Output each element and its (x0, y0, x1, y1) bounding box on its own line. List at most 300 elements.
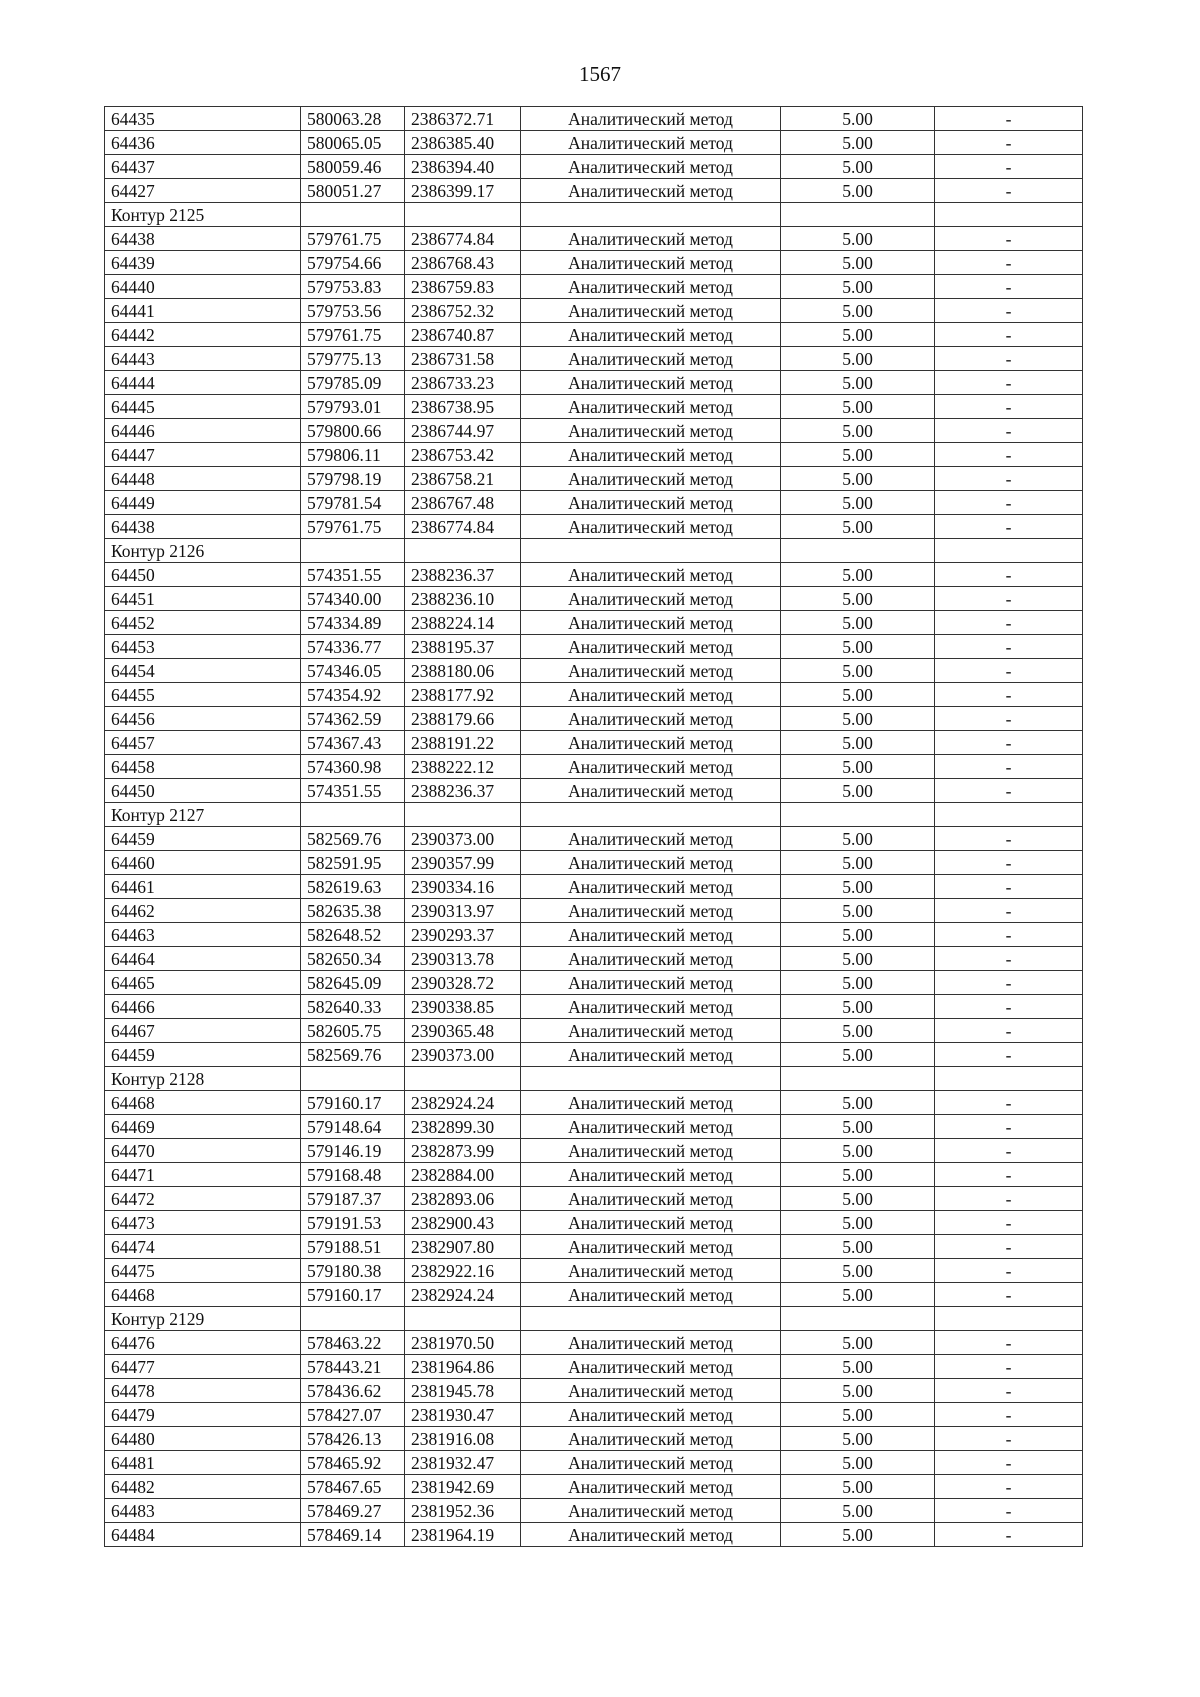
method-cell: Аналитический метод (521, 275, 781, 299)
x-coordinate: 582569.76 (301, 827, 405, 851)
note-cell: - (935, 923, 1083, 947)
accuracy-cell: 5.00 (781, 827, 935, 851)
x-coordinate: 579754.66 (301, 251, 405, 275)
note-cell: - (935, 1259, 1083, 1283)
accuracy-cell: 5.00 (781, 947, 935, 971)
point-id: 64475 (105, 1259, 301, 1283)
y-coordinate: 2382873.99 (405, 1139, 521, 1163)
point-id: 64464 (105, 947, 301, 971)
x-coordinate: 579191.53 (301, 1211, 405, 1235)
accuracy-cell: 5.00 (781, 1523, 935, 1547)
table-row (105, 659, 1083, 683)
y-coordinate: 2388222.12 (405, 755, 521, 779)
accuracy-cell: 5.00 (781, 443, 935, 467)
contour-label: Контур 2127 (105, 803, 301, 827)
x-coordinate: 578469.14 (301, 1523, 405, 1547)
note-cell: - (935, 323, 1083, 347)
accuracy-cell: 5.00 (781, 851, 935, 875)
point-id: 64476 (105, 1331, 301, 1355)
point-id: 64482 (105, 1475, 301, 1499)
note-cell: - (935, 1115, 1083, 1139)
x-coordinate: 579775.13 (301, 347, 405, 371)
accuracy-cell: 5.00 (781, 1091, 935, 1115)
x-coordinate: 579148.64 (301, 1115, 405, 1139)
method-cell: Аналитический метод (521, 179, 781, 203)
table-row (105, 1235, 1083, 1259)
accuracy-cell: 5.00 (781, 251, 935, 275)
empty-cell (935, 803, 1083, 827)
y-coordinate: 2388177.92 (405, 683, 521, 707)
x-coordinate: 582645.09 (301, 971, 405, 995)
y-coordinate: 2386385.40 (405, 131, 521, 155)
note-cell: - (935, 971, 1083, 995)
table-row (105, 1475, 1083, 1499)
empty-cell (405, 803, 521, 827)
table-row (105, 1187, 1083, 1211)
method-cell: Аналитический метод (521, 995, 781, 1019)
y-coordinate: 2388195.37 (405, 635, 521, 659)
method-cell: Аналитический метод (521, 155, 781, 179)
method-cell: Аналитический метод (521, 1331, 781, 1355)
x-coordinate: 582640.33 (301, 995, 405, 1019)
point-id: 64450 (105, 779, 301, 803)
method-cell: Аналитический метод (521, 1019, 781, 1043)
accuracy-cell: 5.00 (781, 1427, 935, 1451)
y-coordinate: 2382900.43 (405, 1211, 521, 1235)
method-cell: Аналитический метод (521, 1187, 781, 1211)
point-id: 64462 (105, 899, 301, 923)
y-coordinate: 2390373.00 (405, 827, 521, 851)
method-cell: Аналитический метод (521, 371, 781, 395)
x-coordinate: 580051.27 (301, 179, 405, 203)
y-coordinate: 2386740.87 (405, 323, 521, 347)
page-number: 1567 (579, 62, 621, 86)
x-coordinate: 579761.75 (301, 227, 405, 251)
table-row (105, 515, 1083, 539)
point-id: 64441 (105, 299, 301, 323)
note-cell: - (935, 779, 1083, 803)
empty-cell (301, 1067, 405, 1091)
table-row (105, 875, 1083, 899)
y-coordinate: 2390313.97 (405, 899, 521, 923)
table-row (105, 155, 1083, 179)
empty-cell (405, 203, 521, 227)
accuracy-cell: 5.00 (781, 587, 935, 611)
note-cell: - (935, 1523, 1083, 1547)
point-id: 64459 (105, 1043, 301, 1067)
method-cell: Аналитический метод (521, 1403, 781, 1427)
coordinates-table (104, 106, 1083, 1547)
method-cell: Аналитический метод (521, 443, 781, 467)
x-coordinate: 578427.07 (301, 1403, 405, 1427)
x-coordinate: 578463.22 (301, 1331, 405, 1355)
point-id: 64468 (105, 1283, 301, 1307)
point-id: 64469 (105, 1115, 301, 1139)
method-cell: Аналитический метод (521, 899, 781, 923)
note-cell: - (935, 251, 1083, 275)
method-cell: Аналитический метод (521, 299, 781, 323)
note-cell: - (935, 371, 1083, 395)
note-cell: - (935, 899, 1083, 923)
point-id: 64454 (105, 659, 301, 683)
point-id: 64443 (105, 347, 301, 371)
accuracy-cell: 5.00 (781, 491, 935, 515)
method-cell: Аналитический метод (521, 1259, 781, 1283)
note-cell: - (935, 347, 1083, 371)
point-id: 64449 (105, 491, 301, 515)
x-coordinate: 574360.98 (301, 755, 405, 779)
table-row (105, 899, 1083, 923)
x-coordinate: 582605.75 (301, 1019, 405, 1043)
note-cell: - (935, 659, 1083, 683)
contour-header-row (105, 803, 1083, 827)
x-coordinate: 580059.46 (301, 155, 405, 179)
x-coordinate: 574334.89 (301, 611, 405, 635)
note-cell: - (935, 1019, 1083, 1043)
accuracy-cell: 5.00 (781, 107, 935, 131)
table-row (105, 563, 1083, 587)
empty-cell (301, 203, 405, 227)
empty-cell (781, 1067, 935, 1091)
empty-cell (781, 539, 935, 563)
table-row (105, 251, 1083, 275)
accuracy-cell: 5.00 (781, 515, 935, 539)
method-cell: Аналитический метод (521, 947, 781, 971)
empty-cell (521, 1067, 781, 1091)
point-id: 64427 (105, 179, 301, 203)
accuracy-cell: 5.00 (781, 971, 935, 995)
point-id: 64463 (105, 923, 301, 947)
y-coordinate: 2386767.48 (405, 491, 521, 515)
table-row (105, 1427, 1083, 1451)
table-row (105, 1139, 1083, 1163)
accuracy-cell: 5.00 (781, 1043, 935, 1067)
point-id: 64448 (105, 467, 301, 491)
empty-cell (935, 1307, 1083, 1331)
table-row (105, 179, 1083, 203)
x-coordinate: 578465.92 (301, 1451, 405, 1475)
x-coordinate: 579160.17 (301, 1091, 405, 1115)
note-cell: - (935, 563, 1083, 587)
table-row (105, 1211, 1083, 1235)
table-row (105, 851, 1083, 875)
method-cell: Аналитический метод (521, 1139, 781, 1163)
point-id: 64459 (105, 827, 301, 851)
empty-cell (935, 1067, 1083, 1091)
note-cell: - (935, 1499, 1083, 1523)
point-id: 64440 (105, 275, 301, 299)
x-coordinate: 574346.05 (301, 659, 405, 683)
note-cell: - (935, 683, 1083, 707)
accuracy-cell: 5.00 (781, 1403, 935, 1427)
method-cell: Аналитический метод (521, 1091, 781, 1115)
point-id: 64479 (105, 1403, 301, 1427)
y-coordinate: 2390365.48 (405, 1019, 521, 1043)
point-id: 64478 (105, 1379, 301, 1403)
point-id: 64473 (105, 1211, 301, 1235)
point-id: 64461 (105, 875, 301, 899)
y-coordinate: 2388224.14 (405, 611, 521, 635)
table-row (105, 755, 1083, 779)
empty-cell (781, 203, 935, 227)
table-row (105, 1163, 1083, 1187)
method-cell: Аналитический метод (521, 755, 781, 779)
x-coordinate: 579761.75 (301, 515, 405, 539)
empty-cell (935, 539, 1083, 563)
y-coordinate: 2386774.84 (405, 515, 521, 539)
note-cell: - (935, 1139, 1083, 1163)
method-cell: Аналитический метод (521, 1211, 781, 1235)
note-cell: - (935, 1163, 1083, 1187)
point-id: 64447 (105, 443, 301, 467)
y-coordinate: 2386759.83 (405, 275, 521, 299)
note-cell: - (935, 947, 1083, 971)
table-row (105, 1019, 1083, 1043)
point-id: 64438 (105, 227, 301, 251)
table-row (105, 395, 1083, 419)
method-cell: Аналитический метод (521, 563, 781, 587)
accuracy-cell: 5.00 (781, 1211, 935, 1235)
contour-header-row (105, 1307, 1083, 1331)
y-coordinate: 2390328.72 (405, 971, 521, 995)
x-coordinate: 579761.75 (301, 323, 405, 347)
point-id: 64484 (105, 1523, 301, 1547)
x-coordinate: 582619.63 (301, 875, 405, 899)
accuracy-cell: 5.00 (781, 1451, 935, 1475)
table-row (105, 371, 1083, 395)
table-row (105, 419, 1083, 443)
accuracy-cell: 5.00 (781, 419, 935, 443)
y-coordinate: 2386752.32 (405, 299, 521, 323)
point-id: 64445 (105, 395, 301, 419)
x-coordinate: 579753.83 (301, 275, 405, 299)
note-cell: - (935, 1211, 1083, 1235)
note-cell: - (935, 1355, 1083, 1379)
x-coordinate: 578469.27 (301, 1499, 405, 1523)
method-cell: Аналитический метод (521, 1475, 781, 1499)
y-coordinate: 2390293.37 (405, 923, 521, 947)
y-coordinate: 2381932.47 (405, 1451, 521, 1475)
y-coordinate: 2386731.58 (405, 347, 521, 371)
table-row (105, 299, 1083, 323)
table-row (105, 995, 1083, 1019)
y-coordinate: 2386733.23 (405, 371, 521, 395)
method-cell: Аналитический метод (521, 875, 781, 899)
table-row (105, 947, 1083, 971)
method-cell: Аналитический метод (521, 1115, 781, 1139)
y-coordinate: 2381964.86 (405, 1355, 521, 1379)
empty-cell (301, 803, 405, 827)
accuracy-cell: 5.00 (781, 923, 935, 947)
empty-cell (781, 803, 935, 827)
note-cell: - (935, 1187, 1083, 1211)
contour-label: Контур 2128 (105, 1067, 301, 1091)
coordinates-table-body (105, 107, 1083, 1547)
point-id: 64439 (105, 251, 301, 275)
method-cell: Аналитический метод (521, 731, 781, 755)
y-coordinate: 2388236.37 (405, 563, 521, 587)
y-coordinate: 2390338.85 (405, 995, 521, 1019)
x-coordinate: 578443.21 (301, 1355, 405, 1379)
table-row (105, 1355, 1083, 1379)
accuracy-cell: 5.00 (781, 155, 935, 179)
y-coordinate: 2386758.21 (405, 467, 521, 491)
point-id: 64483 (105, 1499, 301, 1523)
point-id: 64455 (105, 683, 301, 707)
contour-label: Контур 2126 (105, 539, 301, 563)
empty-cell (405, 1067, 521, 1091)
accuracy-cell: 5.00 (781, 179, 935, 203)
contour-header-row (105, 539, 1083, 563)
point-id: 64468 (105, 1091, 301, 1115)
table-row (105, 731, 1083, 755)
point-id: 64460 (105, 851, 301, 875)
x-coordinate: 582635.38 (301, 899, 405, 923)
y-coordinate: 2386738.95 (405, 395, 521, 419)
method-cell: Аналитический метод (521, 1043, 781, 1067)
table-row (105, 491, 1083, 515)
table-row (105, 923, 1083, 947)
method-cell: Аналитический метод (521, 1235, 781, 1259)
table-row (105, 1259, 1083, 1283)
table-row (105, 827, 1083, 851)
note-cell: - (935, 1283, 1083, 1307)
note-cell: - (935, 491, 1083, 515)
accuracy-cell: 5.00 (781, 1163, 935, 1187)
y-coordinate: 2390373.00 (405, 1043, 521, 1067)
table-row (105, 323, 1083, 347)
accuracy-cell: 5.00 (781, 227, 935, 251)
table-row (105, 1091, 1083, 1115)
method-cell: Аналитический метод (521, 515, 781, 539)
point-id: 64438 (105, 515, 301, 539)
x-coordinate: 578467.65 (301, 1475, 405, 1499)
note-cell: - (935, 131, 1083, 155)
method-cell: Аналитический метод (521, 851, 781, 875)
method-cell: Аналитический метод (521, 971, 781, 995)
x-coordinate: 582648.52 (301, 923, 405, 947)
method-cell: Аналитический метод (521, 395, 781, 419)
x-coordinate: 579785.09 (301, 371, 405, 395)
note-cell: - (935, 635, 1083, 659)
x-coordinate: 574336.77 (301, 635, 405, 659)
table-row (105, 1283, 1083, 1307)
table-row (105, 1451, 1083, 1475)
point-id: 64437 (105, 155, 301, 179)
note-cell: - (935, 299, 1083, 323)
accuracy-cell: 5.00 (781, 299, 935, 323)
point-id: 64474 (105, 1235, 301, 1259)
y-coordinate: 2386753.42 (405, 443, 521, 467)
x-coordinate: 578426.13 (301, 1427, 405, 1451)
point-id: 64458 (105, 755, 301, 779)
y-coordinate: 2386768.43 (405, 251, 521, 275)
accuracy-cell: 5.00 (781, 131, 935, 155)
y-coordinate: 2382924.24 (405, 1091, 521, 1115)
method-cell: Аналитический метод (521, 1499, 781, 1523)
empty-cell (405, 539, 521, 563)
accuracy-cell: 5.00 (781, 635, 935, 659)
contour-label: Контур 2129 (105, 1307, 301, 1331)
accuracy-cell: 5.00 (781, 1475, 935, 1499)
table-row (105, 683, 1083, 707)
empty-cell (301, 1307, 405, 1331)
accuracy-cell: 5.00 (781, 995, 935, 1019)
contour-header-row (105, 203, 1083, 227)
note-cell: - (935, 1331, 1083, 1355)
contour-label: Контур 2125 (105, 203, 301, 227)
note-cell: - (935, 107, 1083, 131)
point-id: 64466 (105, 995, 301, 1019)
y-coordinate: 2390334.16 (405, 875, 521, 899)
point-id: 64465 (105, 971, 301, 995)
point-id: 64453 (105, 635, 301, 659)
y-coordinate: 2381970.50 (405, 1331, 521, 1355)
note-cell: - (935, 1427, 1083, 1451)
method-cell: Аналитический метод (521, 419, 781, 443)
accuracy-cell: 5.00 (781, 395, 935, 419)
point-id: 64467 (105, 1019, 301, 1043)
table-row (105, 131, 1083, 155)
y-coordinate: 2382907.80 (405, 1235, 521, 1259)
y-coordinate: 2381952.36 (405, 1499, 521, 1523)
method-cell: Аналитический метод (521, 779, 781, 803)
y-coordinate: 2382924.24 (405, 1283, 521, 1307)
table-row (105, 611, 1083, 635)
note-cell: - (935, 587, 1083, 611)
table-row (105, 1523, 1083, 1547)
table-row (105, 443, 1083, 467)
x-coordinate: 579753.56 (301, 299, 405, 323)
table-row (105, 347, 1083, 371)
table-row (105, 1115, 1083, 1139)
method-cell: Аналитический метод (521, 923, 781, 947)
point-id: 64457 (105, 731, 301, 755)
note-cell: - (935, 275, 1083, 299)
point-id: 64451 (105, 587, 301, 611)
point-id: 64435 (105, 107, 301, 131)
note-cell: - (935, 1403, 1083, 1427)
y-coordinate: 2388236.37 (405, 779, 521, 803)
x-coordinate: 574367.43 (301, 731, 405, 755)
accuracy-cell: 5.00 (781, 1259, 935, 1283)
note-cell: - (935, 1091, 1083, 1115)
note-cell: - (935, 611, 1083, 635)
method-cell: Аналитический метод (521, 107, 781, 131)
y-coordinate: 2388191.22 (405, 731, 521, 755)
x-coordinate: 579188.51 (301, 1235, 405, 1259)
accuracy-cell: 5.00 (781, 1019, 935, 1043)
accuracy-cell: 5.00 (781, 659, 935, 683)
accuracy-cell: 5.00 (781, 1235, 935, 1259)
accuracy-cell: 5.00 (781, 899, 935, 923)
note-cell: - (935, 227, 1083, 251)
method-cell: Аналитический метод (521, 1523, 781, 1547)
point-id: 64442 (105, 323, 301, 347)
note-cell: - (935, 1235, 1083, 1259)
table-row (105, 635, 1083, 659)
point-id: 64450 (105, 563, 301, 587)
empty-cell (521, 1307, 781, 1331)
x-coordinate: 578436.62 (301, 1379, 405, 1403)
y-coordinate: 2381964.19 (405, 1523, 521, 1547)
method-cell: Аналитический метод (521, 347, 781, 371)
empty-cell (521, 539, 781, 563)
accuracy-cell: 5.00 (781, 1187, 935, 1211)
empty-cell (521, 803, 781, 827)
x-coordinate: 579187.37 (301, 1187, 405, 1211)
y-coordinate: 2390313.78 (405, 947, 521, 971)
